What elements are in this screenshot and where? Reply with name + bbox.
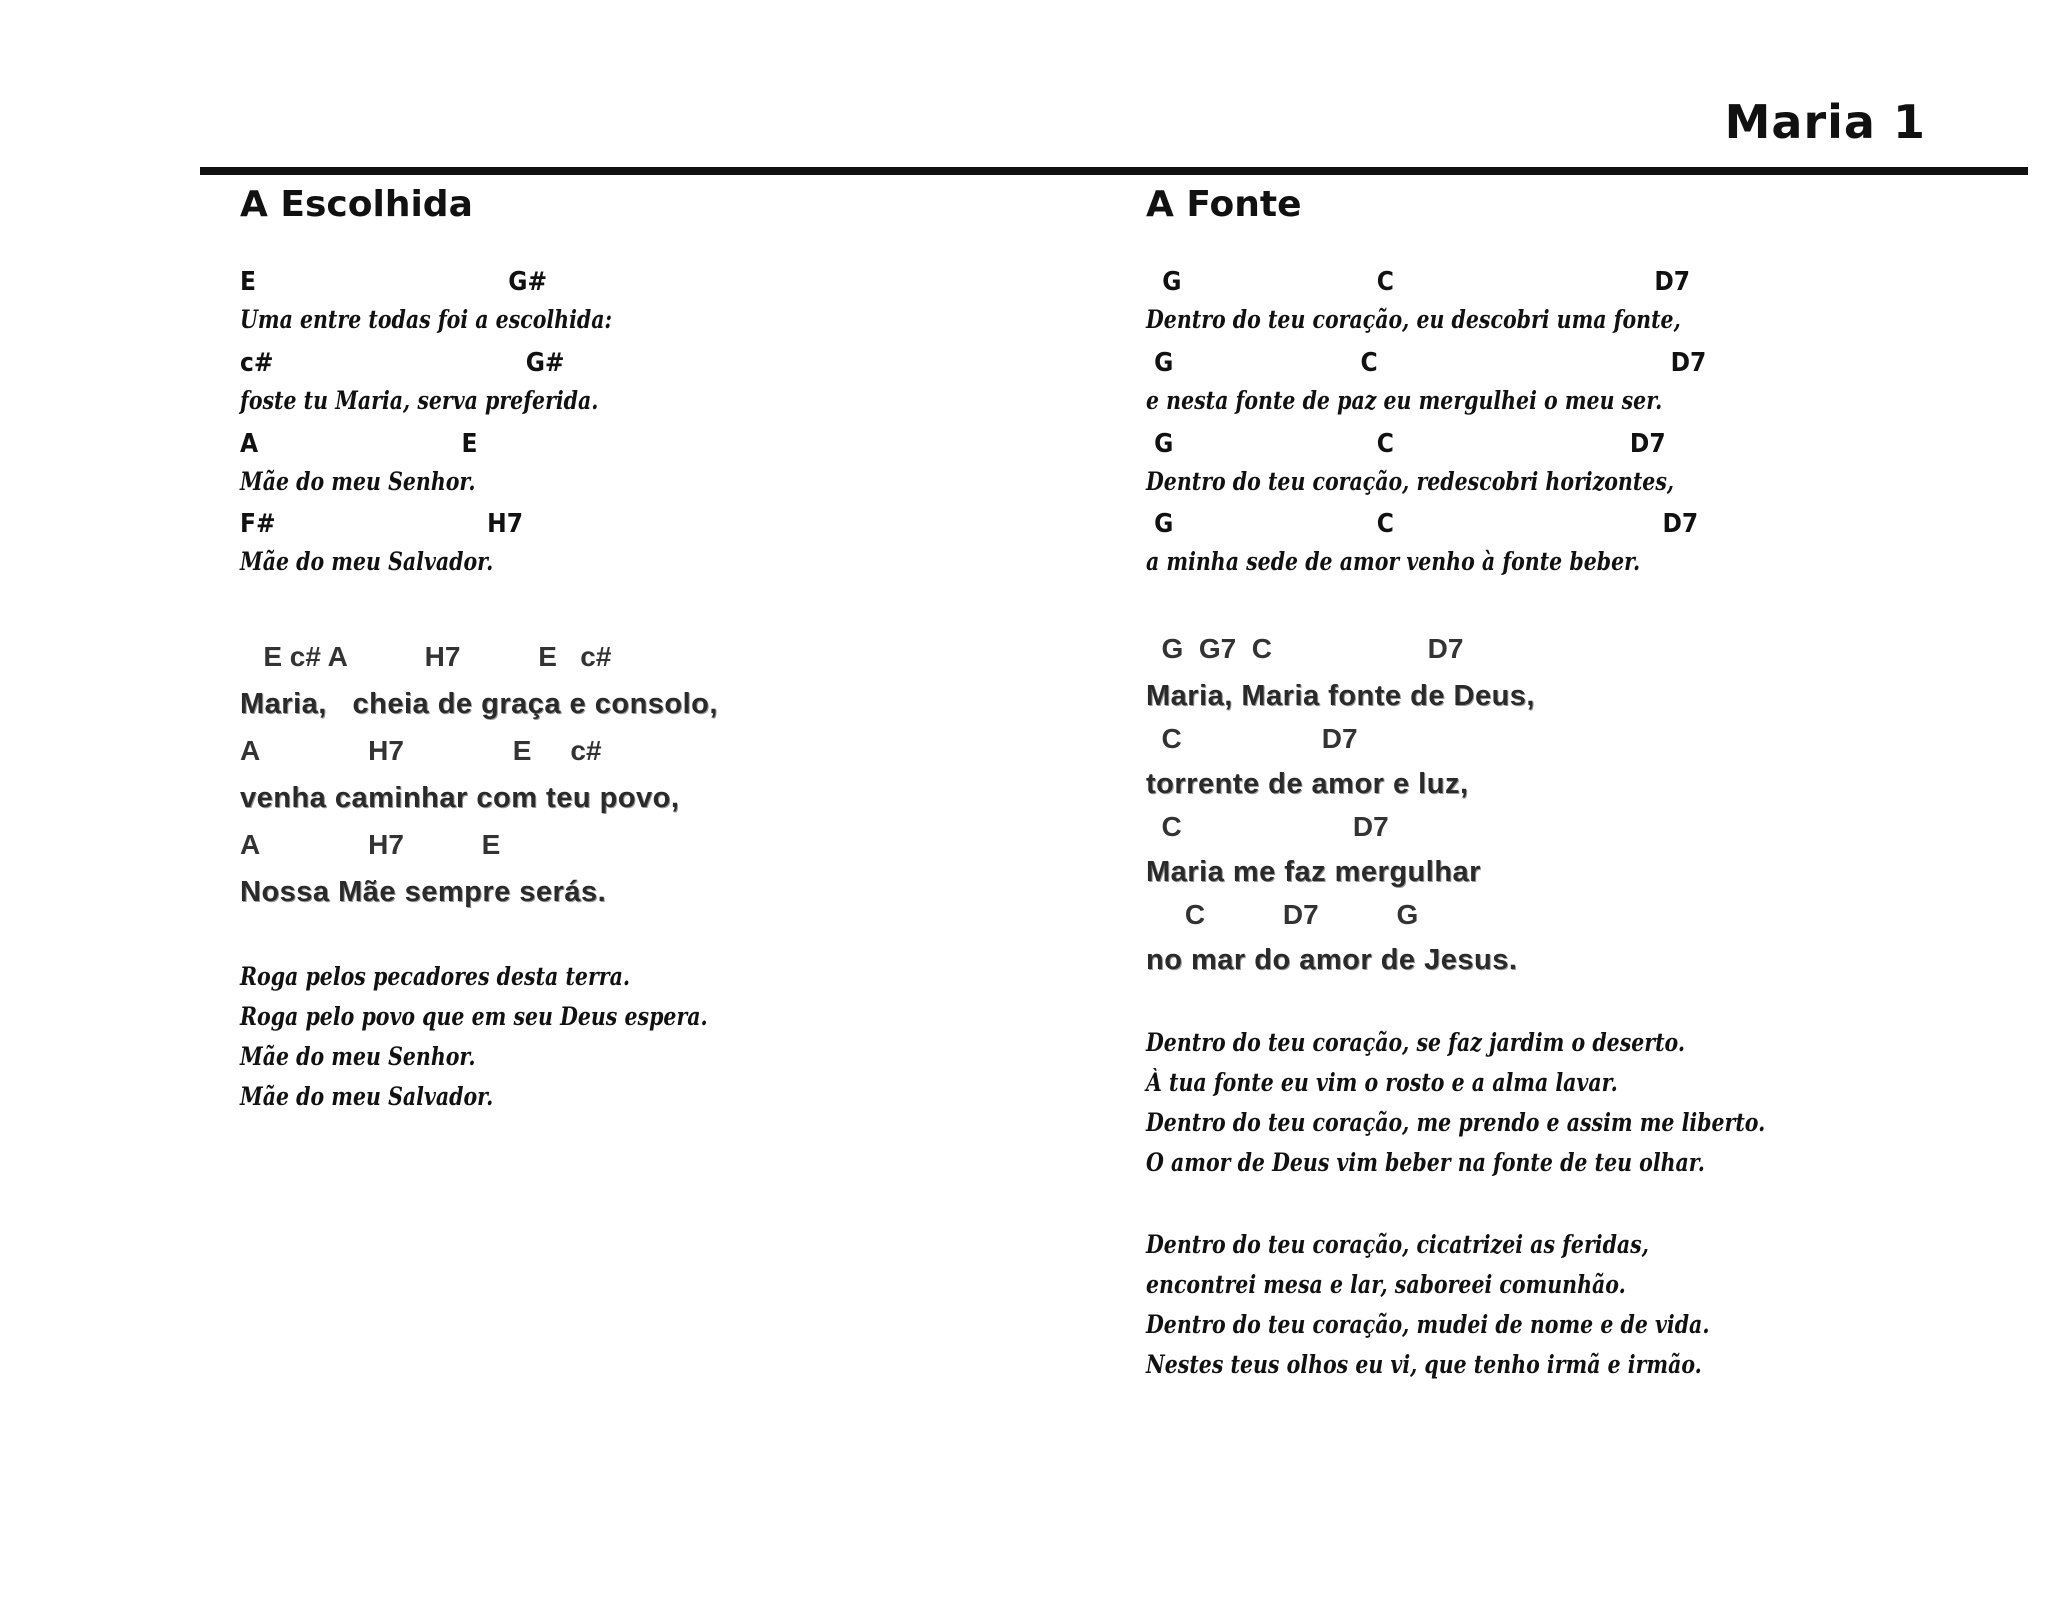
lyric-line: Dentro do teu coração, eu descobri uma fonte, — [1146, 305, 1681, 334]
chord-line: C D7 — [1146, 811, 1389, 842]
lyric-line: À tua fonte eu vim o rosto e a alma lavar. — [1146, 1068, 1618, 1097]
lyric-line: Mãe do meu Senhor. — [240, 1042, 476, 1071]
chord-line: A E — [240, 429, 478, 459]
lyric-line: Mãe do meu Salvador. — [240, 547, 494, 576]
song-escolhida — [240, 183, 1080, 1111]
chord-line: c# G# — [240, 348, 565, 378]
chord-line: G C D7 — [1146, 348, 1707, 378]
lyric-line: Nestes teus olhos eu vi, que tenho irmã e irmão. — [1146, 1350, 1702, 1379]
chord-line: F# H7 — [240, 509, 524, 539]
lyric-line: Uma entre todas foi a escolhida: — [240, 305, 613, 334]
chord-line: G C D7 — [1146, 509, 1699, 539]
lyric-line: encontrei mesa e lar, saboreei comunhão. — [1146, 1270, 1626, 1299]
lyric-line: Maria, cheia de graça e consolo, — [240, 688, 718, 720]
song-fonte — [1146, 183, 2016, 1379]
chord-line: G G7 C D7 — [1146, 633, 1464, 664]
chord-line: C D7 G — [1146, 899, 1419, 930]
chord-line: G C D7 — [1146, 429, 1666, 459]
lyric-line: Dentro do teu coração, redescobri horizontes, — [1146, 467, 1675, 496]
lyric-line: Dentro do teu coração, cicatrizei as feridas, — [1146, 1230, 1649, 1259]
lyric-line: Dentro do teu coração, se faz jardim o deserto. — [1146, 1028, 1685, 1057]
page-title: Maria 1 — [1724, 95, 1926, 149]
lyric-line: Maria, Maria fonte de Deus, — [1146, 680, 1535, 712]
lyric-line: Dentro do teu coração, mudei de nome e de vida. — [1146, 1310, 1710, 1339]
song-title: A Fonte — [1146, 184, 1302, 225]
lyric-line: O amor de Deus vim beber na fonte de teu olhar. — [1146, 1148, 1705, 1177]
lyric-line: Dentro do teu coração, me prendo e assim me liberto. — [1146, 1108, 1766, 1137]
lyric-line: Mãe do meu Salvador. — [240, 1082, 494, 1111]
chord-line: A H7 E — [240, 829, 501, 860]
lyric-line: Maria me faz mergulhar — [1146, 856, 1481, 888]
chord-line: E c# A H7 E c# — [240, 641, 612, 672]
lyric-line: a minha sede de amor venho à fonte beber. — [1146, 547, 1641, 576]
lyric-line: Roga pelo povo que em seu Deus espera. — [240, 1002, 708, 1031]
chord-line: E G# — [240, 267, 548, 297]
lyric-line: foste tu Maria, serva preferida. — [240, 386, 599, 415]
lyric-line: torrente de amor e luz, — [1146, 768, 1469, 800]
lyric-line: e nesta fonte de paz eu mergulhei o meu ser. — [1146, 386, 1663, 415]
lyric-line: Mãe do meu Senhor. — [240, 467, 476, 496]
lyric-line: Roga pelos pecadores desta terra. — [240, 962, 630, 991]
chord-line: C D7 — [1146, 723, 1358, 754]
chord-line: G C D7 — [1146, 267, 1691, 297]
chord-line: A H7 E c# — [240, 735, 602, 766]
lyric-line: Nossa Mãe sempre serás. — [240, 876, 607, 908]
lyric-line: venha caminhar com teu povo, — [240, 782, 680, 814]
page-header — [0, 0, 2048, 180]
song-title: A Escolhida — [240, 184, 473, 225]
lyric-line: no mar do amor de Jesus. — [1146, 944, 1518, 976]
header-rule — [200, 167, 2028, 175]
